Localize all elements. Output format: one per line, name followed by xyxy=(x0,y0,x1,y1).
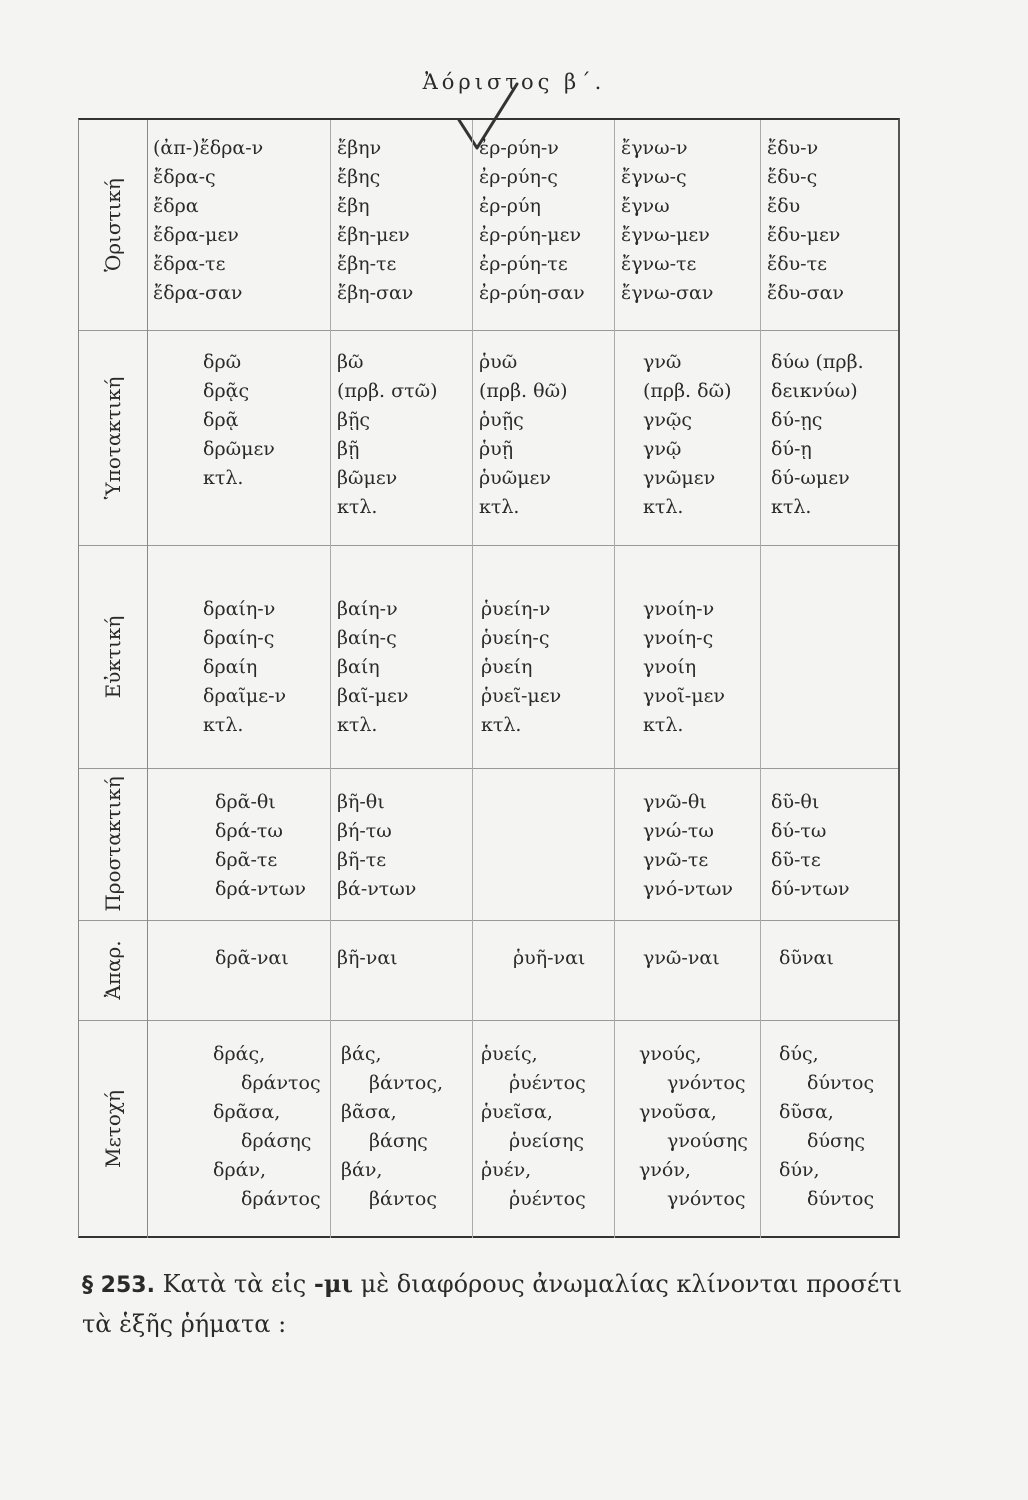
verb-form: δραίη-ς xyxy=(203,627,275,649)
verb-form: δεικνύω) xyxy=(771,380,858,402)
verb-form: ἔγνω-σαν xyxy=(621,282,714,304)
table-row xyxy=(79,920,898,1021)
table-cell xyxy=(147,768,331,920)
verb-form: γνῷς xyxy=(643,409,693,431)
verb-form: γνόντος xyxy=(667,1072,746,1094)
verb-form: βά-ντων xyxy=(337,878,417,900)
verb-form: ῥυῇ xyxy=(479,438,514,460)
verb-form: βάν, xyxy=(341,1159,383,1181)
verb-form: ἔδρα-σαν xyxy=(153,282,243,304)
mood-label-text: Ὑποτακτική xyxy=(101,376,125,499)
verb-form: ἔδρα-ς xyxy=(153,166,216,188)
table-cell xyxy=(615,1020,761,1238)
verb-form: δρᾶ-ναι xyxy=(215,947,289,969)
verb-form: δρά-ντων xyxy=(215,878,306,900)
table-cell xyxy=(331,1020,473,1238)
table-cell xyxy=(615,920,761,1020)
table-cell xyxy=(473,545,615,768)
verb-form: ἔδυ-μεν xyxy=(767,224,841,246)
verb-form: δύν, xyxy=(779,1159,820,1181)
verb-form: ῥυῇς xyxy=(479,409,524,431)
verb-form: (ἀπ-)ἔδρα-ν xyxy=(153,137,264,159)
verb-form: δράντος xyxy=(241,1188,321,1210)
verb-form: δύω (πρβ. xyxy=(771,351,864,373)
verb-form: ἐρ-ρύη xyxy=(479,195,541,217)
verb-form: γνόν, xyxy=(639,1159,691,1181)
verb-form: βάντος xyxy=(369,1188,437,1210)
table-row xyxy=(79,1020,898,1238)
verb-form: γνούσης xyxy=(667,1130,748,1152)
verb-form: κτλ. xyxy=(203,714,244,736)
verb-form: δραίη xyxy=(203,656,258,678)
verb-form: βῶμεν xyxy=(337,467,398,489)
verb-form: δρᾶσα, xyxy=(213,1101,281,1123)
table-cell xyxy=(331,920,473,1020)
table-cell xyxy=(147,545,331,768)
paragraph-number: § 253. xyxy=(82,1273,155,1298)
verb-form: βᾶσα, xyxy=(341,1101,397,1123)
verb-form: δύ-ντων xyxy=(771,878,850,900)
verb-form: δράντος xyxy=(241,1072,321,1094)
verb-form: γνῷ xyxy=(643,438,682,460)
verb-form: (πρβ. θῶ) xyxy=(479,380,568,402)
verb-form: κτλ. xyxy=(481,714,522,736)
table-cell xyxy=(147,1020,331,1238)
table-cell xyxy=(615,545,761,768)
paragraph-text-before: Κατὰ τὰ εἰς xyxy=(162,1270,307,1298)
verb-form: δράσης xyxy=(241,1130,312,1152)
verb-form: κτλ. xyxy=(203,467,244,489)
paragraph-text-after: μὲ διαφόρους ἀνωμαλίας κλίνονται προσέτι τὰ ἑξῆς ῥήματα : xyxy=(82,1270,902,1338)
verb-form: κτλ. xyxy=(771,496,812,518)
verb-form: ἔδυ xyxy=(767,195,801,217)
verb-form: δρᾶ-τε xyxy=(215,849,278,871)
verb-form: δύντος xyxy=(807,1072,875,1094)
verb-form: ἔγνω xyxy=(621,195,670,217)
verb-form: δραίη-ν xyxy=(203,598,276,620)
verb-form: δύ-ωμεν xyxy=(771,467,850,489)
table-cell xyxy=(615,120,761,330)
verb-form: ῥυέν, xyxy=(481,1159,532,1181)
verb-form: ῥυέντος xyxy=(509,1188,586,1210)
verb-form: γνοίη-ς xyxy=(643,627,714,649)
verb-form: ἔδυ-τε xyxy=(767,253,827,275)
table-cell xyxy=(761,545,899,768)
verb-form: ἐρ-ρύη-μεν xyxy=(479,224,582,246)
verb-form: ῥυῶ xyxy=(479,351,518,373)
verb-form: δῦ-τε xyxy=(771,849,821,871)
verb-form: κτλ. xyxy=(337,714,378,736)
verb-form: δρᾷ xyxy=(203,409,239,431)
table-cell xyxy=(473,768,615,920)
verb-form: βῇ xyxy=(337,438,360,460)
verb-form: βή-τω xyxy=(337,820,392,842)
verb-form: γνῶ-θι xyxy=(643,791,707,813)
verb-form: κτλ. xyxy=(337,496,378,518)
mood-label xyxy=(79,330,148,545)
verb-form: ἐρ-ρύη-τε xyxy=(479,253,568,275)
verb-form: δραῖμε-ν xyxy=(203,685,287,707)
table-cell xyxy=(147,920,331,1020)
verb-form: ἔβης xyxy=(337,166,381,188)
verb-form: (πρβ. στῶ) xyxy=(337,380,438,402)
verb-form: ῥυεῖσα, xyxy=(481,1101,553,1123)
table-cell xyxy=(331,120,473,330)
table-row xyxy=(79,768,898,921)
verb-form: δρά-τω xyxy=(215,820,283,842)
table-cell xyxy=(147,120,331,330)
verb-form: ῥυείη-ν xyxy=(481,598,551,620)
verb-form: δρᾷς xyxy=(203,380,250,402)
paragraph-253 xyxy=(82,1265,912,1343)
verb-form: ἔδυ-ν xyxy=(767,137,819,159)
verb-form: ἔδυ-σαν xyxy=(767,282,844,304)
mood-label-text: Εὐκτική xyxy=(101,615,125,698)
verb-form: ῥυῶμεν xyxy=(479,467,551,489)
verb-form: βάς, xyxy=(341,1043,382,1065)
verb-form: γνῶ-ναι xyxy=(643,947,720,969)
conjugation-table xyxy=(78,118,900,1238)
table-cell xyxy=(331,545,473,768)
verb-form: βαίη-ν xyxy=(337,598,398,620)
verb-form: γνοίη-ν xyxy=(643,598,715,620)
table-cell xyxy=(615,768,761,920)
verb-form: ἐρ-ρύη-σαν xyxy=(479,282,585,304)
verb-form: γνούς, xyxy=(639,1043,702,1065)
verb-form: ῥυεῖ-μεν xyxy=(481,685,562,707)
verb-form: δῦναι xyxy=(779,947,834,969)
table-cell xyxy=(761,768,899,920)
verb-form: ἔδυ-ς xyxy=(767,166,818,188)
verb-form: ἔβη-σαν xyxy=(337,282,414,304)
verb-form: γνοῦσα, xyxy=(639,1101,717,1123)
verb-form: δῦσα, xyxy=(779,1101,834,1123)
verb-form: δύ-τω xyxy=(771,820,827,842)
verb-form: ἔδρα-τε xyxy=(153,253,226,275)
verb-form: γνῶμεν xyxy=(643,467,716,489)
table-cell xyxy=(473,330,615,545)
verb-form: δύσης xyxy=(807,1130,865,1152)
verb-form: ἔβη-μεν xyxy=(337,224,410,246)
table-cell xyxy=(331,768,473,920)
verb-form: βαίη xyxy=(337,656,380,678)
verb-form: γνοῖ-μεν xyxy=(643,685,725,707)
table-cell xyxy=(761,1020,899,1238)
verb-form: δύντος xyxy=(807,1188,875,1210)
mood-label xyxy=(79,920,148,1020)
verb-form: βῆ-ναι xyxy=(337,947,398,969)
mood-label-text: Ὁριστική xyxy=(101,178,125,272)
verb-form: ἐρ-ρύη-ς xyxy=(479,166,558,188)
verb-form: δρῶ xyxy=(203,351,242,373)
verb-form: ῥυείη xyxy=(481,656,533,678)
verb-form: δύς, xyxy=(779,1043,819,1065)
verb-form: κτλ. xyxy=(643,496,684,518)
verb-form: δρῶμεν xyxy=(203,438,275,460)
verb-form: ἔγνω-ς xyxy=(621,166,687,188)
verb-form: βαῖ-μεν xyxy=(337,685,409,707)
verb-form: ἔβην xyxy=(337,137,382,159)
verb-form: κτλ. xyxy=(643,714,684,736)
verb-form: βῶ xyxy=(337,351,364,373)
mood-label-text: Μετοχή xyxy=(101,1089,125,1169)
table-cell xyxy=(331,330,473,545)
verb-form: ῥυέντος xyxy=(509,1072,586,1094)
verb-form: γνοίη xyxy=(643,656,697,678)
table-cell xyxy=(761,120,899,330)
verb-form: γνῶ-τε xyxy=(643,849,709,871)
verb-form: βῆ-θι xyxy=(337,791,385,813)
verb-form: ἔδρα xyxy=(153,195,199,217)
mood-label xyxy=(79,545,148,768)
verb-form: (πρβ. δῶ) xyxy=(643,380,732,402)
table-row xyxy=(79,545,898,769)
page-title: Ἀόριστος β΄. xyxy=(422,70,606,94)
verb-form: κτλ. xyxy=(479,496,520,518)
mood-label xyxy=(79,1020,148,1238)
mood-label xyxy=(79,768,148,920)
verb-form: ῥυῆ-ναι xyxy=(513,947,586,969)
paragraph-suffix-bold: -μι xyxy=(313,1269,354,1298)
verb-form: ἔδρα-μεν xyxy=(153,224,239,246)
table-row xyxy=(79,330,898,546)
verb-form: δρᾶ-θι xyxy=(215,791,276,813)
verb-form: ἔγνω-μεν xyxy=(621,224,710,246)
verb-form: ἐρ-ρύη-ν xyxy=(479,137,559,159)
verb-form: δύ-ῃ xyxy=(771,438,812,460)
verb-form: ἔβη xyxy=(337,195,370,217)
table-cell xyxy=(473,920,615,1020)
table-cell xyxy=(473,1020,615,1238)
mood-label-text: Προστακτική xyxy=(101,776,125,912)
verb-form: δράς, xyxy=(213,1043,266,1065)
verb-form: ἔγνω-ν xyxy=(621,137,688,159)
table-row xyxy=(79,120,898,331)
verb-form: γνῶ xyxy=(643,351,682,373)
table-cell xyxy=(473,120,615,330)
verb-form: δύ-ῃς xyxy=(771,409,823,431)
table-cell xyxy=(147,330,331,545)
verb-form: ῥυείσης xyxy=(509,1130,585,1152)
verb-form: ἔγνω-τε xyxy=(621,253,697,275)
verb-form: βῆ-τε xyxy=(337,849,387,871)
verb-form: ῥυείς, xyxy=(481,1043,538,1065)
verb-form: βῇς xyxy=(337,409,371,431)
table-cell xyxy=(761,330,899,545)
table-cell xyxy=(761,920,899,1020)
mood-label-text: Ἀπαρ. xyxy=(101,940,125,1000)
verb-form: ἔβη-τε xyxy=(337,253,397,275)
verb-form: γνόντος xyxy=(667,1188,746,1210)
table-cell xyxy=(615,330,761,545)
verb-form: δράν, xyxy=(213,1159,267,1181)
verb-form: βαίη-ς xyxy=(337,627,397,649)
verb-form: ῥυείη-ς xyxy=(481,627,550,649)
verb-form: βάσης xyxy=(369,1130,428,1152)
verb-form: βάντος, xyxy=(369,1072,443,1094)
verb-form: δῦ-θι xyxy=(771,791,820,813)
mood-label xyxy=(79,120,148,330)
verb-form: γνό-ντων xyxy=(643,878,733,900)
verb-form: γνώ-τω xyxy=(643,820,714,842)
